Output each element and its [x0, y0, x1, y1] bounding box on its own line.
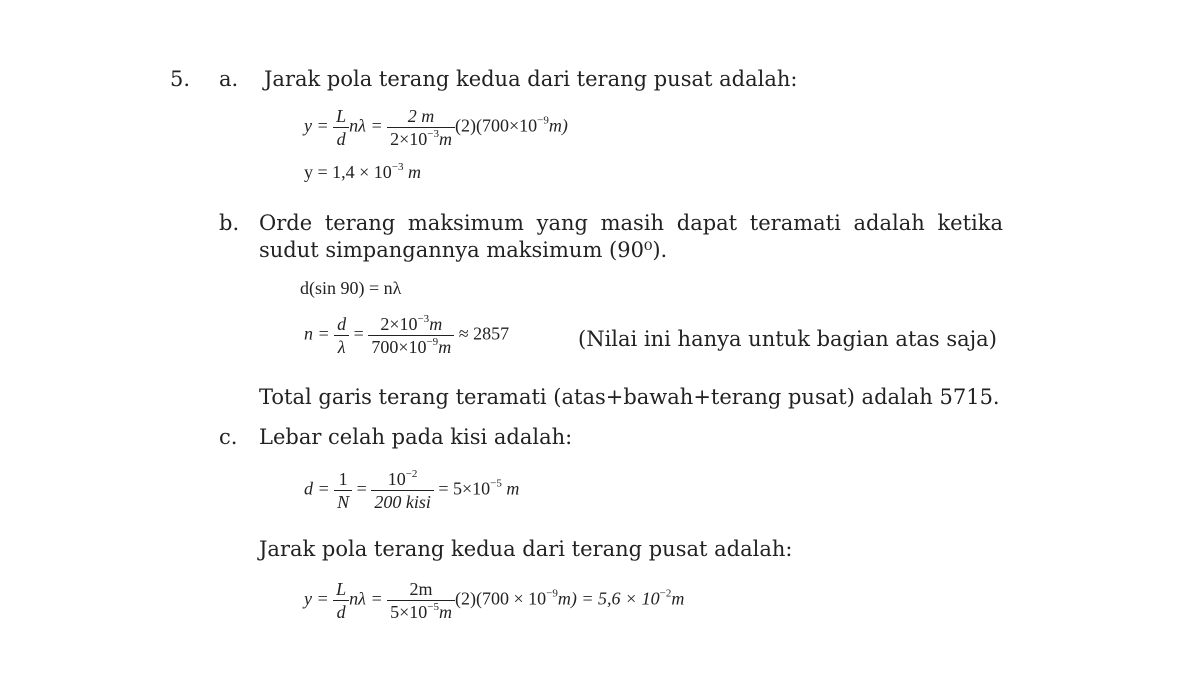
part-b-label: b. [219, 211, 240, 235]
part-a-equation-2: $y = 1,4 \times 10^{-3}$ m [304, 161, 422, 182]
part-c-intro-2: Jarak pola terang kedua dari terang pusat adalah: [259, 537, 793, 561]
part-c-equation-2: y = $\frac{L}{d}$ nλ = $\frac{2m}{5\times 10^{-5}m}$ $(2)(700 \times 10^{-9}m) = 5,6 \times 10^{-2}m$ [304, 579, 685, 622]
part-b-total: Total garis terang teramati (atas+bawah+terang pusat) adalah 5715. [259, 385, 1000, 409]
part-a-intro: Jarak pola terang kedua dari terang pusat adalah: [264, 67, 798, 91]
part-b-equation-1: d(sin 90) = nλ [300, 278, 402, 298]
part-b-line-1: Orde terang maksimum yang masih dapat teramati adalah ketika [259, 211, 1003, 235]
part-a-equation-1: y = $\frac{L}{d}$ nλ = $\frac{2 m}{2\times 10^{-3}m}$ $(2)(700\times 10^{-9}m)$ [304, 106, 568, 149]
part-b-note: (Nilai ini hanya untuk bagian atas saja) [578, 327, 997, 351]
part-c-intro: Lebar celah pada kisi adalah: [259, 425, 573, 449]
part-c-equation-1: d = $\frac{1}{N}$ = $\frac{10^{-2}}{\text{200 kisi}}$ = $5\times 10^{-5}$ m [304, 468, 520, 512]
part-a-label: a. [219, 67, 239, 91]
part-c-label: c. [219, 425, 238, 449]
problem-number: 5. [170, 67, 191, 91]
part-b-equation-2: n = $\frac{d}{\lambda}$ = $\frac{2\times 10^{-3}m}{700\times 10^{-9}m}$ ≈ 2857 [304, 313, 510, 357]
part-b-line-2: sudut simpangannya maksimum (90⁰). [259, 238, 668, 262]
